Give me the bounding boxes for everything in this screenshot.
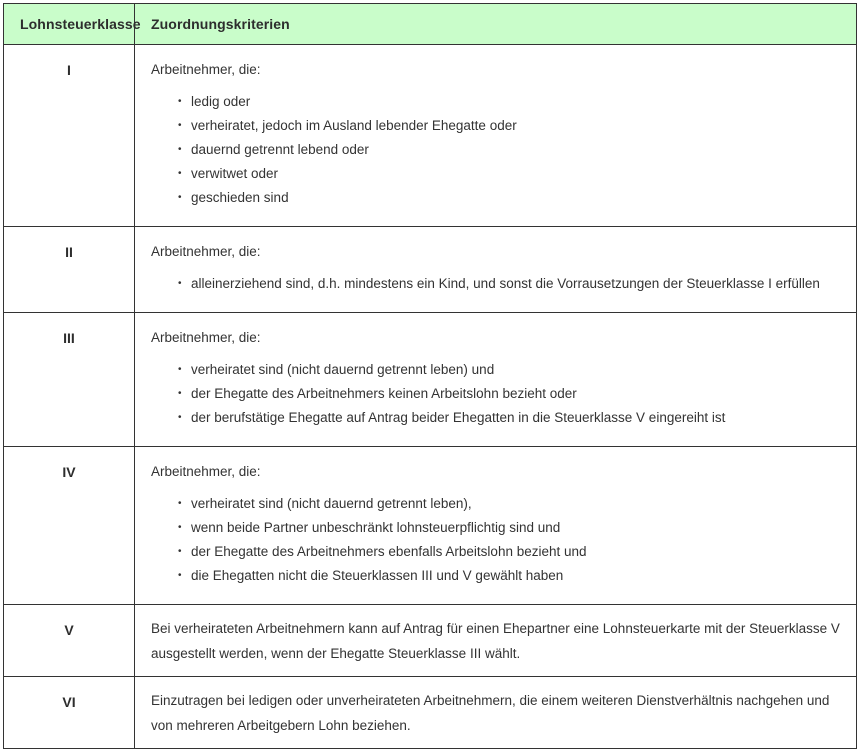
tax-class-label: II: [4, 227, 135, 313]
criteria-text: Arbeitnehmer, die:: [151, 330, 261, 345]
criteria-bullet: • dauernd getrennt lebend oder: [178, 140, 840, 159]
table-row: [4, 605, 857, 677]
table-row: [4, 313, 857, 447]
criteria-cell: [135, 227, 857, 313]
table-row: [4, 447, 857, 605]
tax-class-label: I: [4, 45, 135, 227]
criteria-text: Arbeitnehmer, die:: [151, 62, 261, 77]
header-lohnsteuerklasse: Lohnsteuerklasse: [4, 4, 135, 45]
criteria-text: Arbeitnehmer, die:: [151, 244, 261, 259]
criteria-bullet: • geschieden sind: [178, 188, 840, 207]
criteria-bullet: • der Ehegatte des Arbeitnehmers keinen Arbeitslohn bezieht oder: [178, 384, 840, 403]
criteria-text: Arbeitnehmer, die:: [151, 464, 261, 479]
criteria-bullet: • die Ehegatten nicht die Steuerklassen III und V gewählt haben: [178, 566, 840, 585]
table-body: [4, 45, 857, 749]
tax-class-label: VI: [4, 677, 135, 749]
table-row: [4, 45, 857, 227]
header-zuordnungskriterien: Zuordnungskriterien: [135, 4, 857, 45]
criteria-bullet: • verwitwet oder: [178, 164, 840, 183]
criteria-bullet: • verheiratet sind (nicht dauernd getrennt leben),: [178, 494, 840, 513]
tax-class-label: V: [4, 605, 135, 677]
criteria-text: Einzutragen bei ledigen oder unverheirateten Arbeitnehmern, die einem weiteren Dienstverhältnis nachgehen und von mehreren Arbeitgebern Lohn beziehen.: [151, 693, 830, 733]
criteria-bullet: • der Ehegatte des Arbeitnehmers ebenfalls Arbeitslohn bezieht und: [178, 542, 840, 561]
tax-class-label: III: [4, 313, 135, 447]
criteria-text: Bei verheirateten Arbeitnehmern kann auf Antrag für einen Ehepartner eine Lohnsteuerkarte mit der Steuerklasse V ausgestellt werden, wenn der Ehegatte Steuerklasse III wählt.: [151, 621, 840, 661]
criteria-bullet: • alleinerziehend sind, d.h. mindestens ein Kind, und sonst die Vorrausetzungen der Steuerklasse I erfüllen: [178, 274, 840, 293]
tax-class-table: [3, 3, 857, 749]
criteria-cell: [135, 45, 857, 227]
criteria-bullet: • wenn beide Partner unbeschränkt lohnsteuerpflichtig sind und: [178, 518, 840, 537]
table-row: [4, 677, 857, 749]
criteria-cell: [135, 677, 857, 749]
header-row: [4, 4, 857, 45]
criteria-list: [151, 92, 840, 207]
criteria-bullet: • verheiratet sind (nicht dauernd getrennt leben) und: [178, 360, 840, 379]
criteria-bullet: • verheiratet, jedoch im Ausland lebender Ehegatte oder: [178, 116, 840, 135]
criteria-bullet: • der berufstätige Ehegatte auf Antrag beider Ehegatten in die Steuerklasse V eingereiht ist: [178, 408, 840, 427]
criteria-list: [151, 274, 840, 293]
criteria-list: [151, 494, 840, 585]
tax-class-label: IV: [4, 447, 135, 605]
table-header: [4, 4, 857, 45]
criteria-cell: [135, 605, 857, 677]
table-row: [4, 227, 857, 313]
criteria-cell: [135, 447, 857, 605]
criteria-list: [151, 360, 840, 427]
criteria-cell: [135, 313, 857, 447]
criteria-bullet: • ledig oder: [178, 92, 840, 111]
